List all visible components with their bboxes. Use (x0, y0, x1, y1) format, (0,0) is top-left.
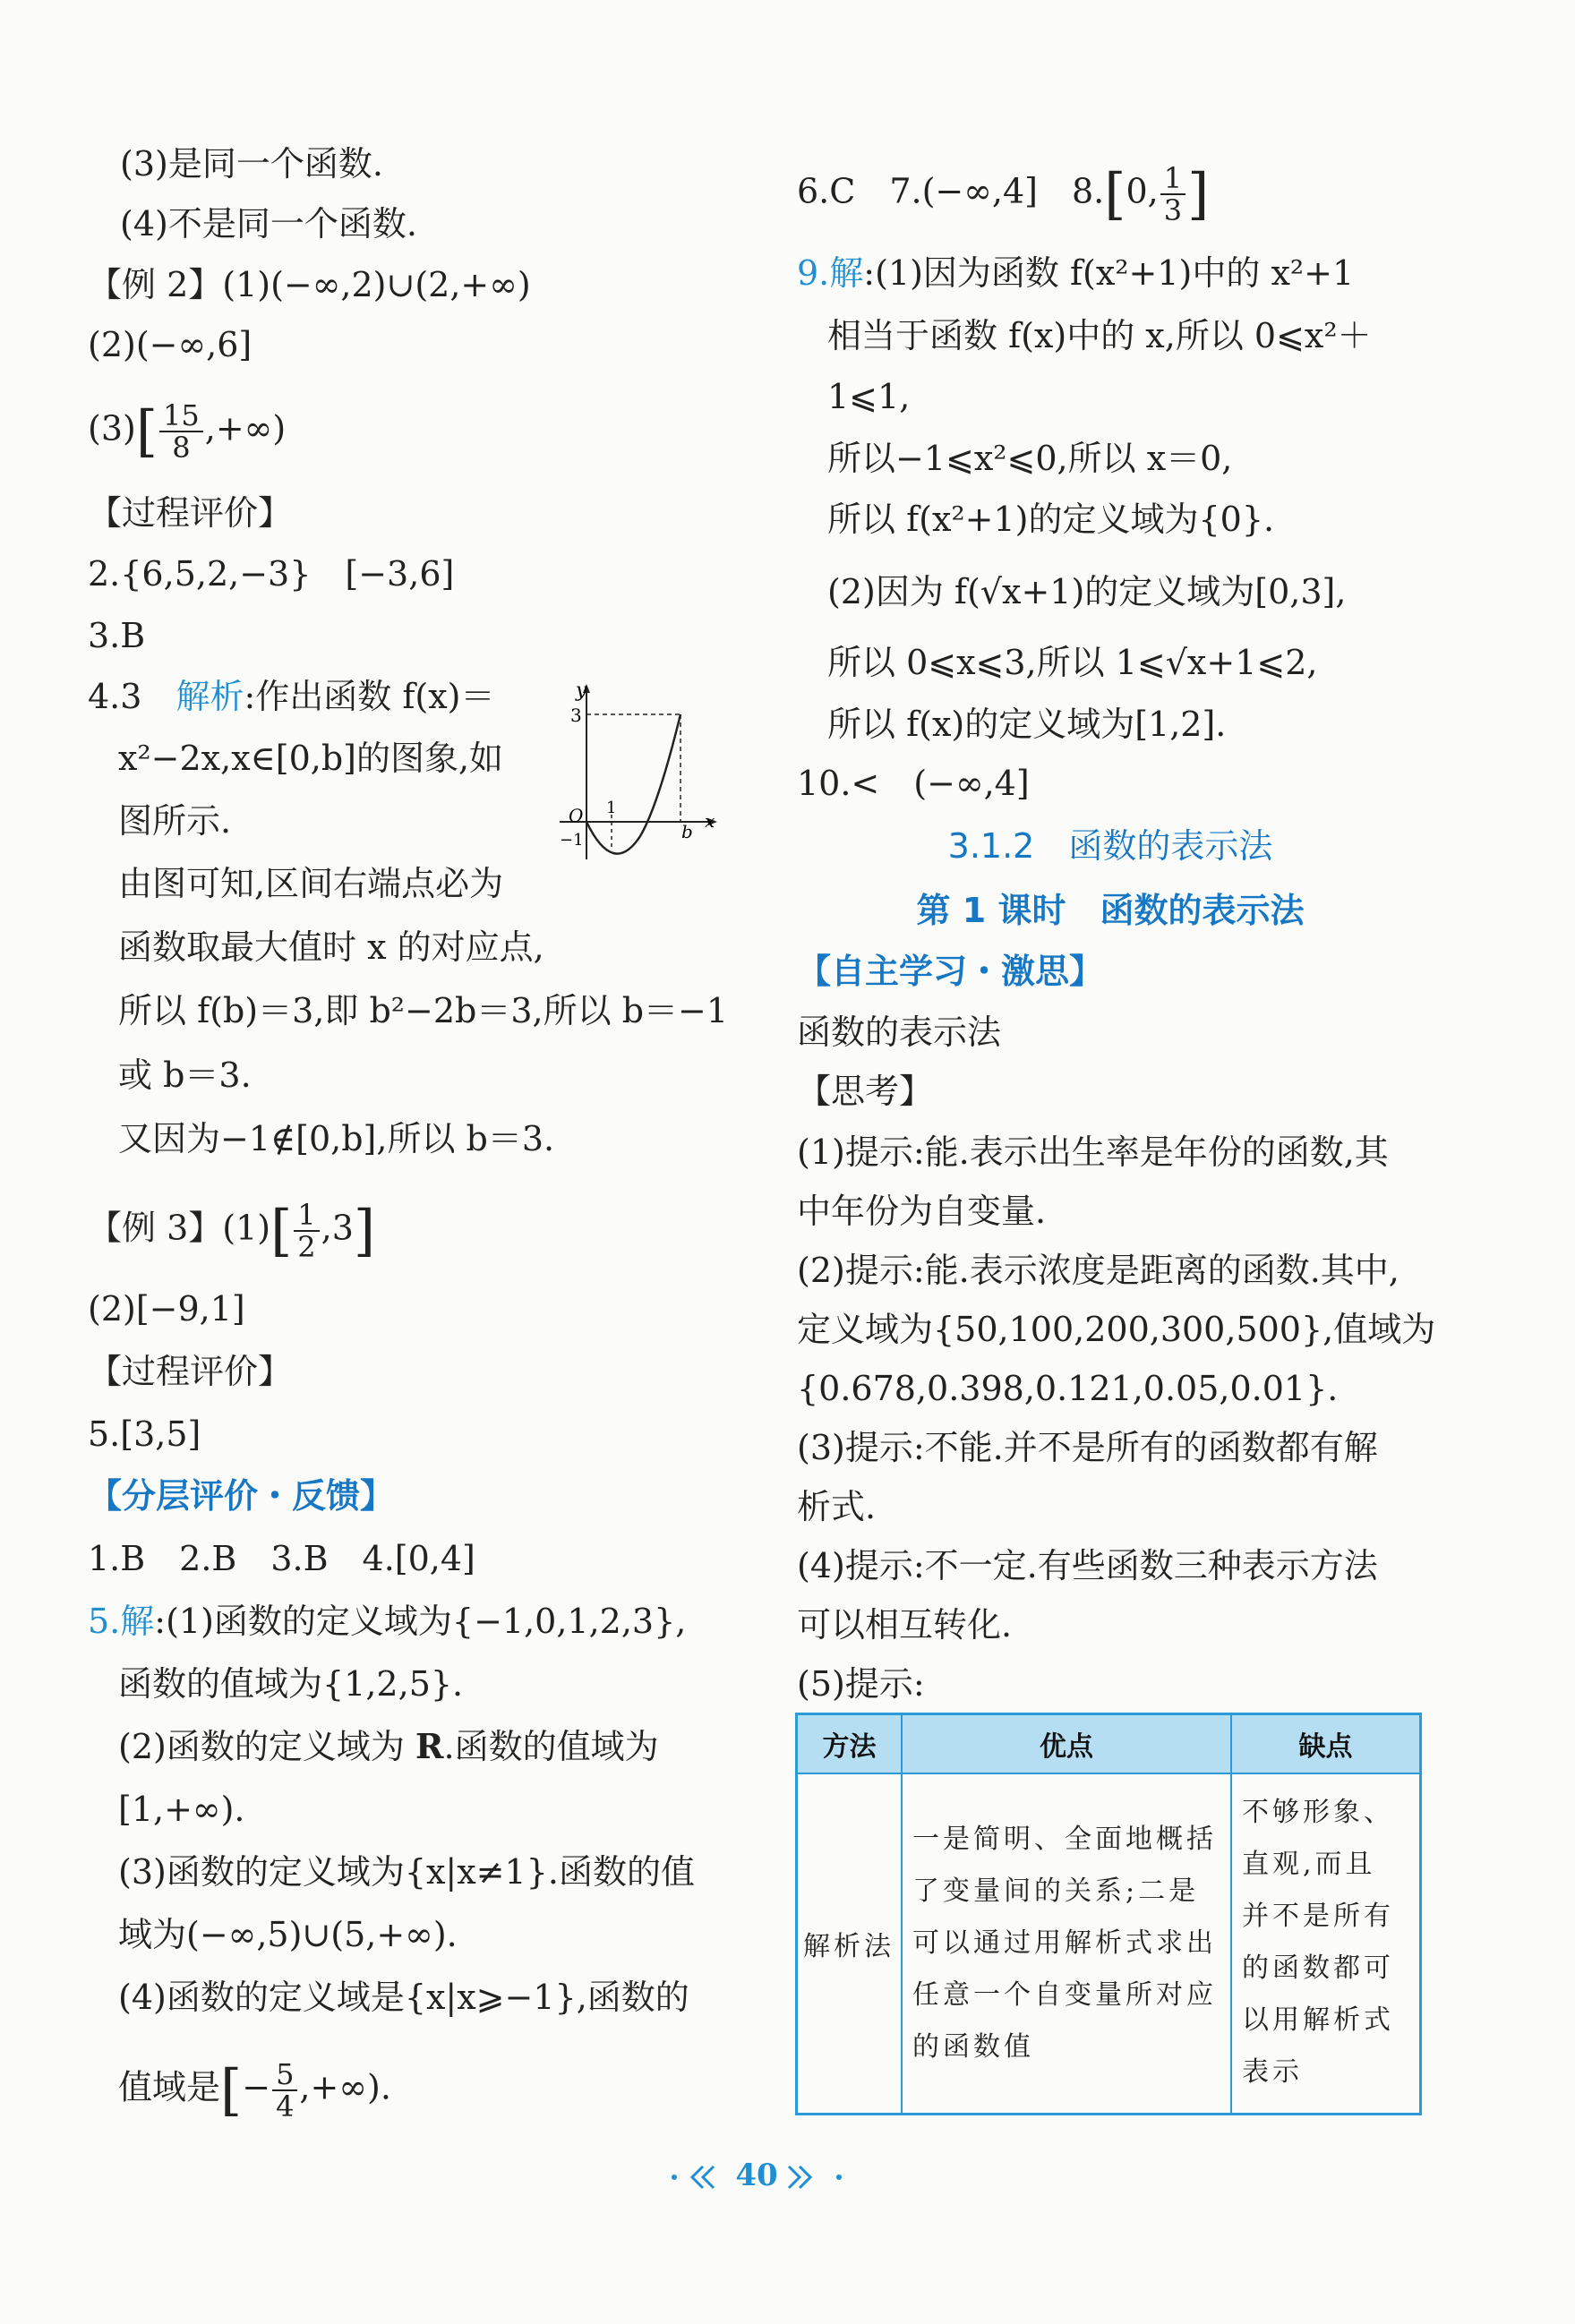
text-line: (4)提示:不一定.有些函数三种表示方法 (797, 1546, 1378, 1585)
answers-6-8: 6.C 7.(−∞,4] 8.[0, $\frac{1}{3}$ ] (797, 161, 1210, 227)
table-divider (798, 1773, 1419, 1774)
text-line: 或 b＝3. (118, 1055, 252, 1095)
text-line: (5)提示: (797, 1664, 925, 1704)
text-line: 中年份为自变量. (797, 1192, 1047, 1231)
table-cell-line: 表示 (1242, 2056, 1303, 2088)
fraction: $\frac{15}{8}$ (159, 400, 203, 463)
text-line: 所以 f(x)的定义域为[1,2]. (827, 705, 1227, 744)
table-header-cons: 缺点 (1232, 1715, 1419, 1773)
text-line: 9.解:(1)因为函数 f(x²+1)中的 x²+1 (797, 253, 1355, 293)
text-line: 域为(−∞,5)∪(5,+∞). (118, 1915, 458, 1954)
text-line: 函数的值域为{1,2,5}. (118, 1664, 464, 1704)
table-cell-line: 可以通过用解析式求出 (912, 1927, 1217, 1959)
text-line: 5.解:(1)函数的定义域为{−1,0,1,2,3}, (88, 1602, 687, 1641)
text-line: 1.B 2.B 3.B 4.[0,4] (88, 1539, 475, 1578)
text-line: 所以 f(b)＝3,即 b²−2b＝3,所以 b＝−1 (118, 991, 729, 1030)
text-line: [1,+∞). (118, 1790, 245, 1829)
text-line: 定义域为{50,100,200,300,500},值域为 (797, 1310, 1436, 1349)
table-cell-line: 的函数值 (912, 2031, 1034, 2063)
text-line: 又因为−1∉[0,b],所以 b＝3. (118, 1119, 555, 1158)
solution-label: 5.解 (88, 1602, 155, 1641)
text-line: 所以−1⩽x²⩽0,所以 x＝0, (827, 439, 1233, 478)
lesson-title: 第 1 课时 函数的表示法 (916, 891, 1305, 930)
parabola-graph (551, 680, 730, 868)
comparison-table (795, 1713, 1422, 2115)
text-line: (4)不是同一个函数. (120, 204, 417, 244)
text-line-fraction: 值域是[− $\frac{5}{4}$ ,+∞). (118, 2057, 391, 2123)
text-line: (2)[−9,1] (88, 1289, 245, 1329)
ornament-dot (672, 2174, 677, 2180)
text-line: (1)提示:能.表示出生率是年份的函数,其 (797, 1132, 1389, 1172)
y-label: y (576, 680, 587, 702)
table-cell-method: 解析法 (803, 1931, 894, 1962)
text-line: 所以 0⩽x⩽3,所以 1⩽√x+1⩽2, (827, 643, 1318, 682)
text-line: 函数取最大值时 x 的对应点, (118, 927, 544, 967)
origin-label: O (569, 805, 584, 826)
text-line: (4)函数的定义域是{x|x⩾−1},函数的 (118, 1978, 689, 2017)
table-cell-cons (1242, 1787, 1394, 2098)
section-heading-blue: 【分层评价・反馈】 (88, 1476, 395, 1516)
table-cell-line: 以用解析式 (1242, 2004, 1394, 2036)
table-cell-line: 了变量间的关系;二是 (912, 1875, 1200, 1907)
text-line: 相当于函数 f(x)中的 x,所以 0⩽x²＋ (827, 316, 1372, 355)
table-divider (901, 1715, 903, 2113)
section-heading: 【过程评价】 (88, 1352, 293, 1391)
analysis-label: 解析 (175, 677, 244, 716)
table-header-method: 方法 (798, 1715, 901, 1773)
example-2-heading: 【例 2】(1)(−∞,2)∪(2,+∞) (88, 265, 531, 304)
text-line: 5.[3,5] (88, 1414, 201, 1454)
b-tick: b (681, 821, 693, 842)
table-cell-line: 一是简明、全面地概括 (912, 1824, 1217, 1855)
text-line: 10.< (−∞,4] (797, 764, 1030, 803)
section-heading-blue: 【自主学习・激思】 (797, 952, 1104, 991)
text-line: (2)(−∞,6] (88, 325, 253, 364)
text-line: 析式. (797, 1487, 877, 1526)
text-line: 3.B (88, 616, 146, 655)
page-number: 40 (735, 2157, 778, 2193)
table-cell-line: 任意一个自变量所对应 (912, 1979, 1217, 2011)
y-tick-3: 3 (570, 705, 582, 726)
section-heading: 【过程评价】 (88, 493, 293, 533)
text-line: 所以 f(x²+1)的定义域为{0}. (827, 500, 1275, 539)
table-header-pros: 优点 (903, 1715, 1230, 1773)
neg-one-tick: −1 (560, 831, 584, 850)
text-line: 1⩽1, (827, 377, 911, 416)
section-title: 3.1.2 函数的表示法 (947, 826, 1273, 866)
example-3-heading: 【例 3】(1)[ $\frac{1}{2}$ ,3] (88, 1198, 376, 1264)
text-line: (2)因为 f(√x+1)的定义域为[0,3], (827, 572, 1347, 611)
fraction: $\frac{1}{3}$ (1160, 163, 1186, 226)
table-divider (1230, 1715, 1232, 2113)
table-cell-line: 并不是所有 (1242, 1901, 1394, 1932)
text-line: 4.3 解析:作出函数 f(x)＝ (88, 677, 495, 716)
x-label: x (705, 810, 715, 832)
fraction: $\frac{1}{2}$ (294, 1200, 319, 1262)
text-line: (3)函数的定义域为{x|x≠1}.函数的值 (118, 1852, 695, 1892)
table-cell-pros (912, 1814, 1217, 2073)
table-cell-line: 直观,而且 (1242, 1849, 1376, 1880)
ornament-dot (836, 2174, 842, 2180)
text-line: (3)提示:不能.并不是所有的函数都有解 (797, 1428, 1378, 1467)
text-line: {0.678,0.398,0.121,0.05,0.01}. (797, 1369, 1339, 1408)
fraction: $\frac{5}{4}$ (272, 2059, 297, 2122)
section-heading: 【思考】 (797, 1072, 934, 1111)
table-cell-line: 不够形象、 (1242, 1797, 1394, 1828)
parabola-curve (586, 714, 681, 854)
table-cell-line: 的函数都可 (1242, 1952, 1394, 1984)
text-line: 2.{6,5,2,−3} [−3,6] (88, 554, 455, 594)
text-line: (2)提示:能.表示浓度是距离的函数.其中, (797, 1251, 1400, 1290)
text-line: 可以相互转化. (797, 1605, 1013, 1645)
text-line-fraction: (3)[ $\frac{15}{8}$ ,+∞) (88, 398, 287, 465)
one-tick: 1 (606, 799, 617, 817)
solution-label: 9.解 (797, 253, 864, 293)
text-line: (3)是同一个函数. (120, 144, 383, 184)
text-line: (2)函数的定义域为 R.函数的值域为 (118, 1726, 659, 1766)
text-line: 图所示. (118, 801, 232, 841)
text-line: 函数的表示法 (797, 1012, 1002, 1052)
text-line: 由图可知,区间右端点必为 (118, 864, 504, 903)
text-line: x²−2x,x∈[0,b]的图象,如 (118, 739, 504, 778)
